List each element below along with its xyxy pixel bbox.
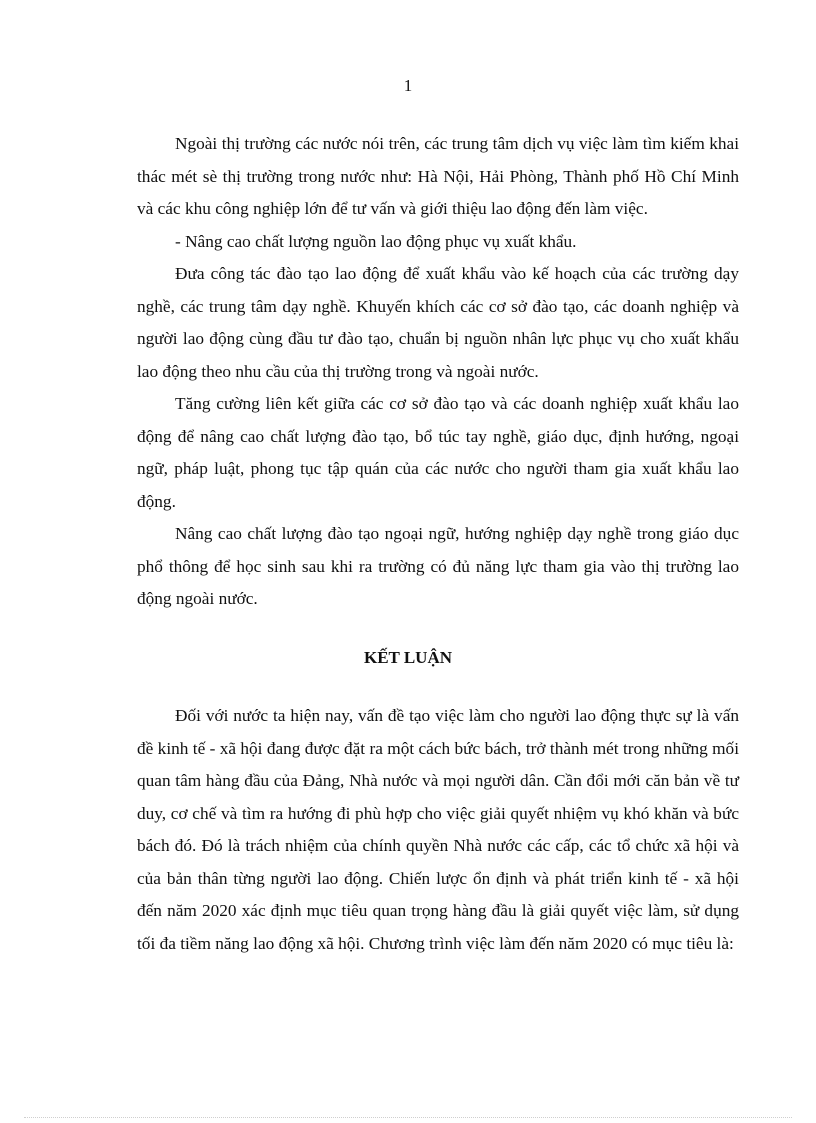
conclusion-section: [137, 700, 739, 960]
paragraph-strengthen-links: Tăng cường liên kết giữa các cơ sở đào tạo và các doanh nghiệp xuất khẩu lao động để nâng cao chất lượng đào tạo, bổ túc tay nghề, giáo dục, định hướng, ngoại ngữ, pháp luật, phong tục tập quán của các nước cho người tham gia xuất khẩu lao động.: [137, 394, 739, 511]
body-section: [137, 128, 739, 616]
paragraph-training-plan: Đưa công tác đào tạo lao động để xuất khẩu vào kế hoạch của các trường dạy nghề, các trung tâm dạy nghề. Khuyến khích các cơ sở đào tạo, các doanh nghiệp và người lao động cùng đầu tư đào tạo, chuẩn bị nguồn nhân lực phục vụ cho xuất khẩu lao động theo nhu cầu của thị trường trong và ngoài nước.: [137, 264, 739, 381]
page-bottom-rule: [24, 1117, 792, 1118]
paragraph-job-centers: Ngoài thị trường các nước nói trên, các trung tâm dịch vụ việc làm tìm kiếm khai thác mét sè thị trường trong nước như: Hà Nội, Hải Phòng, Thành phố Hồ Chí Minh và các khu công nghiệp lớn để tư vấn và giới thiệu lao động đến làm việc.: [137, 134, 739, 218]
paragraph-conclusion: Đối với nước ta hiện nay, vấn đề tạo việc làm cho người lao động thực sự là vấn đề kinh tế - xã hội đang được đặt ra một cách bức bách, trở thành mét trong những mối quan tâm hàng đầu của Đảng, Nhà nước và mọi người dân. Cần đổi mới căn bản về tư duy, cơ chế và tìm ra hướng đi phù hợp cho việc giải quyết nhiệm vụ khó khăn và bức bách đó. Đó là trách nhiệm của chính quyền Nhà nước các cấp, các tổ chức xã hội và của bản thân từng người lao động. Chiến lược ổn định và phát triển kinh tế - xã hội đến năm 2020 xác định mục tiêu quan trọng hàng đầu là giải quyết việc làm, sử dụng tối đa tiềm năng lao động xã hội. Chương trình việc làm đến năm 2020 có mục tiêu là:: [137, 706, 739, 953]
paragraph-improve-quality: - Nâng cao chất lượng nguồn lao động phục vụ xuất khẩu.: [175, 231, 577, 251]
page-number: 1: [403, 76, 413, 95]
paragraph-language-training: Nâng cao chất lượng đào tạo ngoại ngữ, hướng nghiệp dạy nghề trong giáo dục phổ thông để học sinh sau khi ra trường có đủ năng lực tham gia vào thị trường lao động ngoài nước.: [137, 524, 739, 608]
section-heading-conclusion: KẾT LUẬN: [363, 648, 452, 667]
